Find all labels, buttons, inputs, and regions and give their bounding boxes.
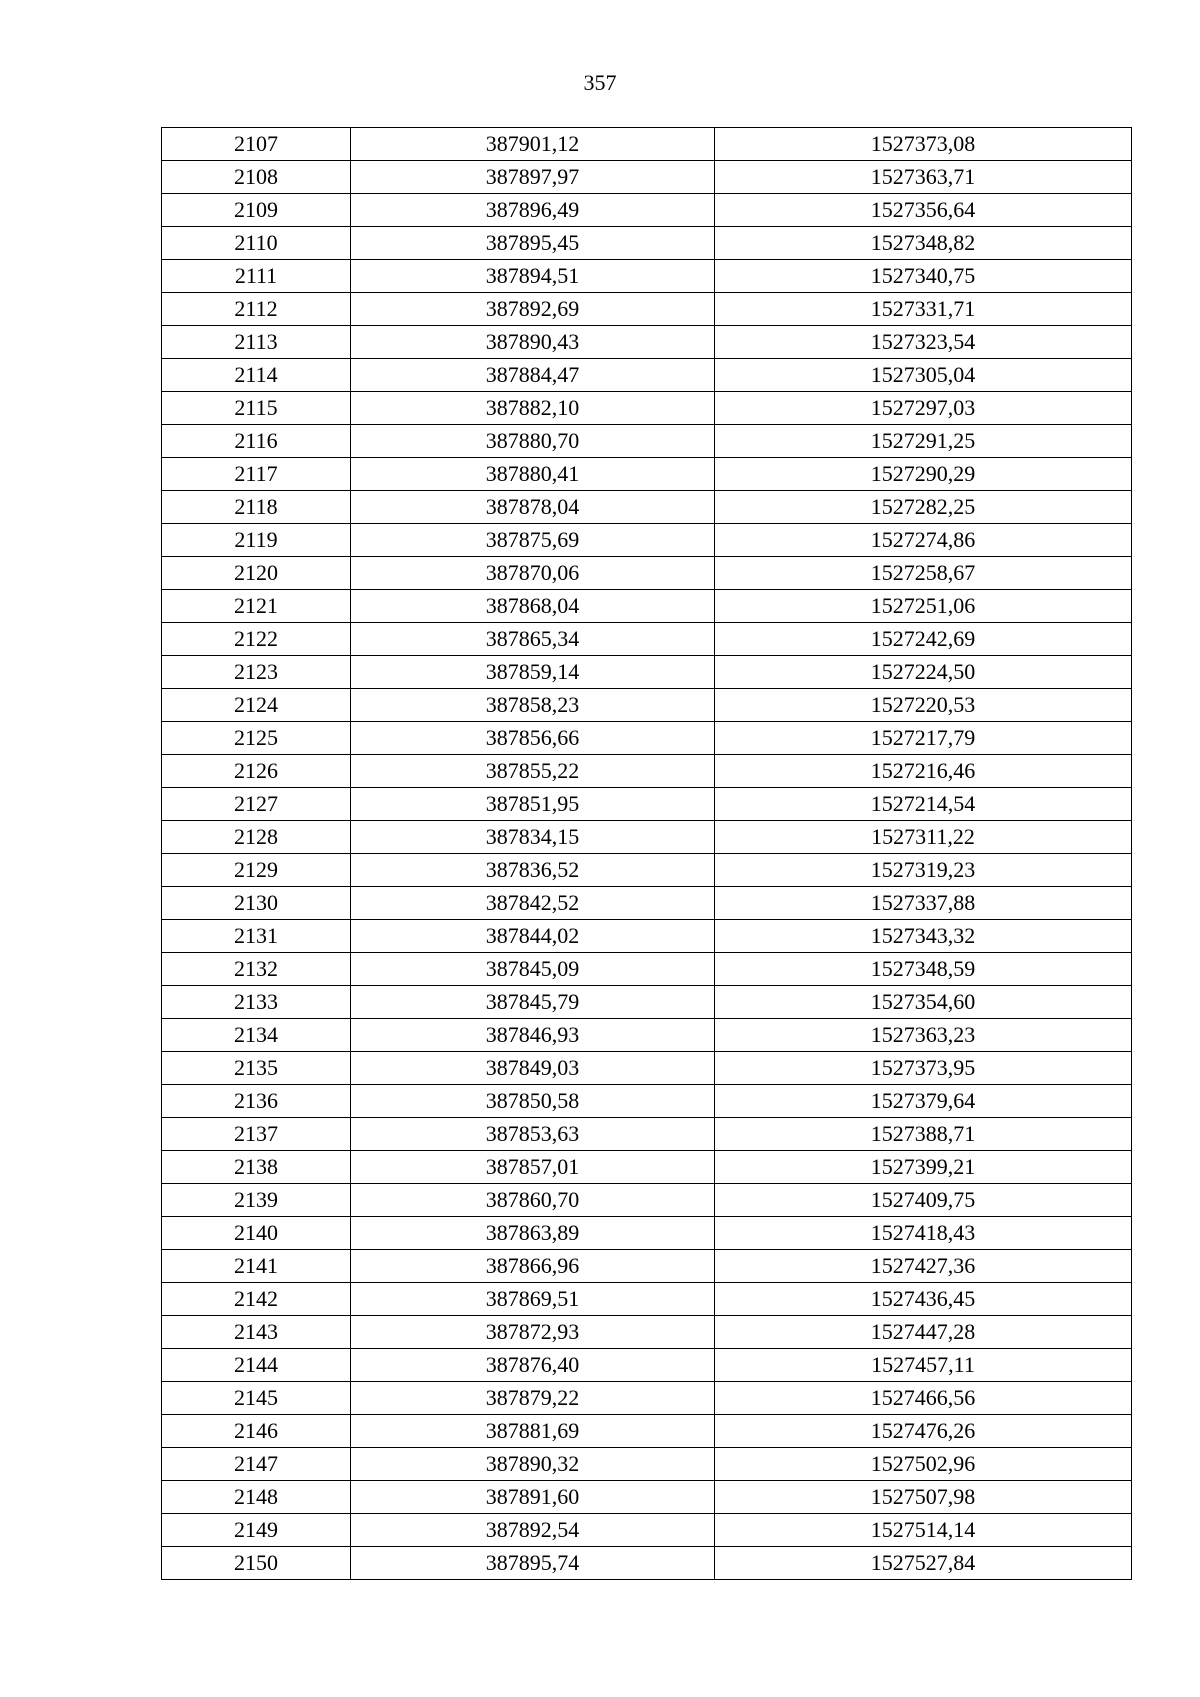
x-coordinate-cell: 387855,22 (351, 755, 715, 788)
x-coordinate-cell: 387881,69 (351, 1415, 715, 1448)
table-row (162, 260, 1132, 293)
table-row (162, 1250, 1132, 1283)
x-coordinate-cell: 387891,60 (351, 1481, 715, 1514)
table-row (162, 953, 1132, 986)
x-coordinate-cell: 387845,09 (351, 953, 715, 986)
y-coordinate-cell: 1527291,25 (715, 425, 1132, 458)
x-coordinate-cell: 387897,97 (351, 161, 715, 194)
table-row (162, 755, 1132, 788)
table-row (162, 1283, 1132, 1316)
table-row (162, 1349, 1132, 1382)
y-coordinate-cell: 1527311,22 (715, 821, 1132, 854)
y-coordinate-cell: 1527466,56 (715, 1382, 1132, 1415)
table-row (162, 1382, 1132, 1415)
point-number-cell: 2137 (162, 1118, 351, 1151)
table-row (162, 1514, 1132, 1547)
y-coordinate-cell: 1527242,69 (715, 623, 1132, 656)
point-number-cell: 2143 (162, 1316, 351, 1349)
table-row (162, 524, 1132, 557)
y-coordinate-cell: 1527388,71 (715, 1118, 1132, 1151)
point-number-cell: 2111 (162, 260, 351, 293)
x-coordinate-cell: 387870,06 (351, 557, 715, 590)
point-number-cell: 2124 (162, 689, 351, 722)
point-number-cell: 2117 (162, 458, 351, 491)
y-coordinate-cell: 1527251,06 (715, 590, 1132, 623)
y-coordinate-cell: 1527427,36 (715, 1250, 1132, 1283)
point-number-cell: 2121 (162, 590, 351, 623)
x-coordinate-cell: 387895,74 (351, 1547, 715, 1580)
point-number-cell: 2110 (162, 227, 351, 260)
point-number-cell: 2144 (162, 1349, 351, 1382)
y-coordinate-cell: 1527356,64 (715, 194, 1132, 227)
x-coordinate-cell: 387851,95 (351, 788, 715, 821)
y-coordinate-cell: 1527319,23 (715, 854, 1132, 887)
point-number-cell: 2128 (162, 821, 351, 854)
x-coordinate-cell: 387849,03 (351, 1052, 715, 1085)
point-number-cell: 2131 (162, 920, 351, 953)
point-number-cell: 2138 (162, 1151, 351, 1184)
x-coordinate-cell: 387892,69 (351, 293, 715, 326)
table-row (162, 1316, 1132, 1349)
point-number-cell: 2130 (162, 887, 351, 920)
table-row (162, 293, 1132, 326)
table-row (162, 854, 1132, 887)
x-coordinate-cell: 387879,22 (351, 1382, 715, 1415)
y-coordinate-cell: 1527220,53 (715, 689, 1132, 722)
x-coordinate-cell: 387882,10 (351, 392, 715, 425)
point-number-cell: 2141 (162, 1250, 351, 1283)
page-number: 357 (583, 70, 617, 95)
table-row (162, 887, 1132, 920)
y-coordinate-cell: 1527216,46 (715, 755, 1132, 788)
table-row (162, 128, 1132, 161)
table-row (162, 656, 1132, 689)
point-number-cell: 2139 (162, 1184, 351, 1217)
point-number-cell: 2148 (162, 1481, 351, 1514)
x-coordinate-cell: 387863,89 (351, 1217, 715, 1250)
table-row (162, 359, 1132, 392)
x-coordinate-cell: 387895,45 (351, 227, 715, 260)
y-coordinate-cell: 1527476,26 (715, 1415, 1132, 1448)
x-coordinate-cell: 387892,54 (351, 1514, 715, 1547)
x-coordinate-cell: 387869,51 (351, 1283, 715, 1316)
y-coordinate-cell: 1527363,23 (715, 1019, 1132, 1052)
y-coordinate-cell: 1527354,60 (715, 986, 1132, 1019)
y-coordinate-cell: 1527409,75 (715, 1184, 1132, 1217)
x-coordinate-cell: 387850,58 (351, 1085, 715, 1118)
table-row (162, 1217, 1132, 1250)
x-coordinate-cell: 387884,47 (351, 359, 715, 392)
x-coordinate-cell: 387846,93 (351, 1019, 715, 1052)
table-row (162, 1415, 1132, 1448)
point-number-cell: 2114 (162, 359, 351, 392)
y-coordinate-cell: 1527373,95 (715, 1052, 1132, 1085)
point-number-cell: 2135 (162, 1052, 351, 1085)
y-coordinate-cell: 1527217,79 (715, 722, 1132, 755)
table-row (162, 590, 1132, 623)
table-row (162, 1547, 1132, 1580)
table-row (162, 920, 1132, 953)
y-coordinate-cell: 1527447,28 (715, 1316, 1132, 1349)
x-coordinate-cell: 387876,40 (351, 1349, 715, 1382)
y-coordinate-cell: 1527348,82 (715, 227, 1132, 260)
point-number-cell: 2150 (162, 1547, 351, 1580)
table-row (162, 161, 1132, 194)
point-number-cell: 2116 (162, 425, 351, 458)
y-coordinate-cell: 1527507,98 (715, 1481, 1132, 1514)
point-number-cell: 2115 (162, 392, 351, 425)
point-number-cell: 2146 (162, 1415, 351, 1448)
table-row (162, 722, 1132, 755)
point-number-cell: 2118 (162, 491, 351, 524)
table-row (162, 1448, 1132, 1481)
y-coordinate-cell: 1527305,04 (715, 359, 1132, 392)
point-number-cell: 2122 (162, 623, 351, 656)
x-coordinate-cell: 387866,96 (351, 1250, 715, 1283)
table-row (162, 326, 1132, 359)
y-coordinate-cell: 1527514,14 (715, 1514, 1132, 1547)
table-row (162, 194, 1132, 227)
x-coordinate-cell: 387857,01 (351, 1151, 715, 1184)
table-row (162, 392, 1132, 425)
x-coordinate-cell: 387842,52 (351, 887, 715, 920)
x-coordinate-cell: 387880,41 (351, 458, 715, 491)
x-coordinate-cell: 387860,70 (351, 1184, 715, 1217)
x-coordinate-cell: 387878,04 (351, 491, 715, 524)
coordinates-table (161, 127, 1132, 1580)
point-number-cell: 2147 (162, 1448, 351, 1481)
y-coordinate-cell: 1527274,86 (715, 524, 1132, 557)
y-coordinate-cell: 1527340,75 (715, 260, 1132, 293)
point-number-cell: 2123 (162, 656, 351, 689)
y-coordinate-cell: 1527297,03 (715, 392, 1132, 425)
y-coordinate-cell: 1527343,32 (715, 920, 1132, 953)
table-row (162, 425, 1132, 458)
y-coordinate-cell: 1527214,54 (715, 788, 1132, 821)
y-coordinate-cell: 1527373,08 (715, 128, 1132, 161)
y-coordinate-cell: 1527399,21 (715, 1151, 1132, 1184)
table-row (162, 689, 1132, 722)
y-coordinate-cell: 1527258,67 (715, 557, 1132, 590)
x-coordinate-cell: 387858,23 (351, 689, 715, 722)
table-row (162, 227, 1132, 260)
x-coordinate-cell: 387844,02 (351, 920, 715, 953)
x-coordinate-cell: 387865,34 (351, 623, 715, 656)
point-number-cell: 2140 (162, 1217, 351, 1250)
table-row (162, 1151, 1132, 1184)
x-coordinate-cell: 387890,43 (351, 326, 715, 359)
point-number-cell: 2108 (162, 161, 351, 194)
table-row (162, 1184, 1132, 1217)
point-number-cell: 2145 (162, 1382, 351, 1415)
x-coordinate-cell: 387896,49 (351, 194, 715, 227)
y-coordinate-cell: 1527290,29 (715, 458, 1132, 491)
x-coordinate-cell: 387836,52 (351, 854, 715, 887)
point-number-cell: 2126 (162, 755, 351, 788)
x-coordinate-cell: 387868,04 (351, 590, 715, 623)
point-number-cell: 2113 (162, 326, 351, 359)
x-coordinate-cell: 387894,51 (351, 260, 715, 293)
x-coordinate-cell: 387901,12 (351, 128, 715, 161)
point-number-cell: 2119 (162, 524, 351, 557)
y-coordinate-cell: 1527348,59 (715, 953, 1132, 986)
table-row (162, 1052, 1132, 1085)
table-row (162, 623, 1132, 656)
y-coordinate-cell: 1527379,64 (715, 1085, 1132, 1118)
x-coordinate-cell: 387834,15 (351, 821, 715, 854)
table-row (162, 1085, 1132, 1118)
table-row (162, 557, 1132, 590)
x-coordinate-cell: 387845,79 (351, 986, 715, 1019)
point-number-cell: 2125 (162, 722, 351, 755)
x-coordinate-cell: 387859,14 (351, 656, 715, 689)
y-coordinate-cell: 1527323,54 (715, 326, 1132, 359)
point-number-cell: 2134 (162, 1019, 351, 1052)
table-row (162, 821, 1132, 854)
table-row (162, 458, 1132, 491)
table-row (162, 491, 1132, 524)
point-number-cell: 2120 (162, 557, 351, 590)
table-row (162, 1019, 1132, 1052)
y-coordinate-cell: 1527527,84 (715, 1547, 1132, 1580)
x-coordinate-cell: 387875,69 (351, 524, 715, 557)
point-number-cell: 2132 (162, 953, 351, 986)
table-row (162, 986, 1132, 1019)
point-number-cell: 2149 (162, 1514, 351, 1547)
point-number-cell: 2112 (162, 293, 351, 326)
x-coordinate-cell: 387890,32 (351, 1448, 715, 1481)
table-row (162, 1118, 1132, 1151)
y-coordinate-cell: 1527436,45 (715, 1283, 1132, 1316)
x-coordinate-cell: 387856,66 (351, 722, 715, 755)
x-coordinate-cell: 387853,63 (351, 1118, 715, 1151)
x-coordinate-cell: 387872,93 (351, 1316, 715, 1349)
coordinates-table-body (162, 128, 1132, 1580)
point-number-cell: 2133 (162, 986, 351, 1019)
table-row (162, 1481, 1132, 1514)
point-number-cell: 2107 (162, 128, 351, 161)
y-coordinate-cell: 1527502,96 (715, 1448, 1132, 1481)
point-number-cell: 2129 (162, 854, 351, 887)
point-number-cell: 2142 (162, 1283, 351, 1316)
y-coordinate-cell: 1527418,43 (715, 1217, 1132, 1250)
point-number-cell: 2109 (162, 194, 351, 227)
point-number-cell: 2127 (162, 788, 351, 821)
y-coordinate-cell: 1527331,71 (715, 293, 1132, 326)
y-coordinate-cell: 1527457,11 (715, 1349, 1132, 1382)
x-coordinate-cell: 387880,70 (351, 425, 715, 458)
point-number-cell: 2136 (162, 1085, 351, 1118)
y-coordinate-cell: 1527337,88 (715, 887, 1132, 920)
y-coordinate-cell: 1527224,50 (715, 656, 1132, 689)
table-row (162, 788, 1132, 821)
y-coordinate-cell: 1527363,71 (715, 161, 1132, 194)
y-coordinate-cell: 1527282,25 (715, 491, 1132, 524)
